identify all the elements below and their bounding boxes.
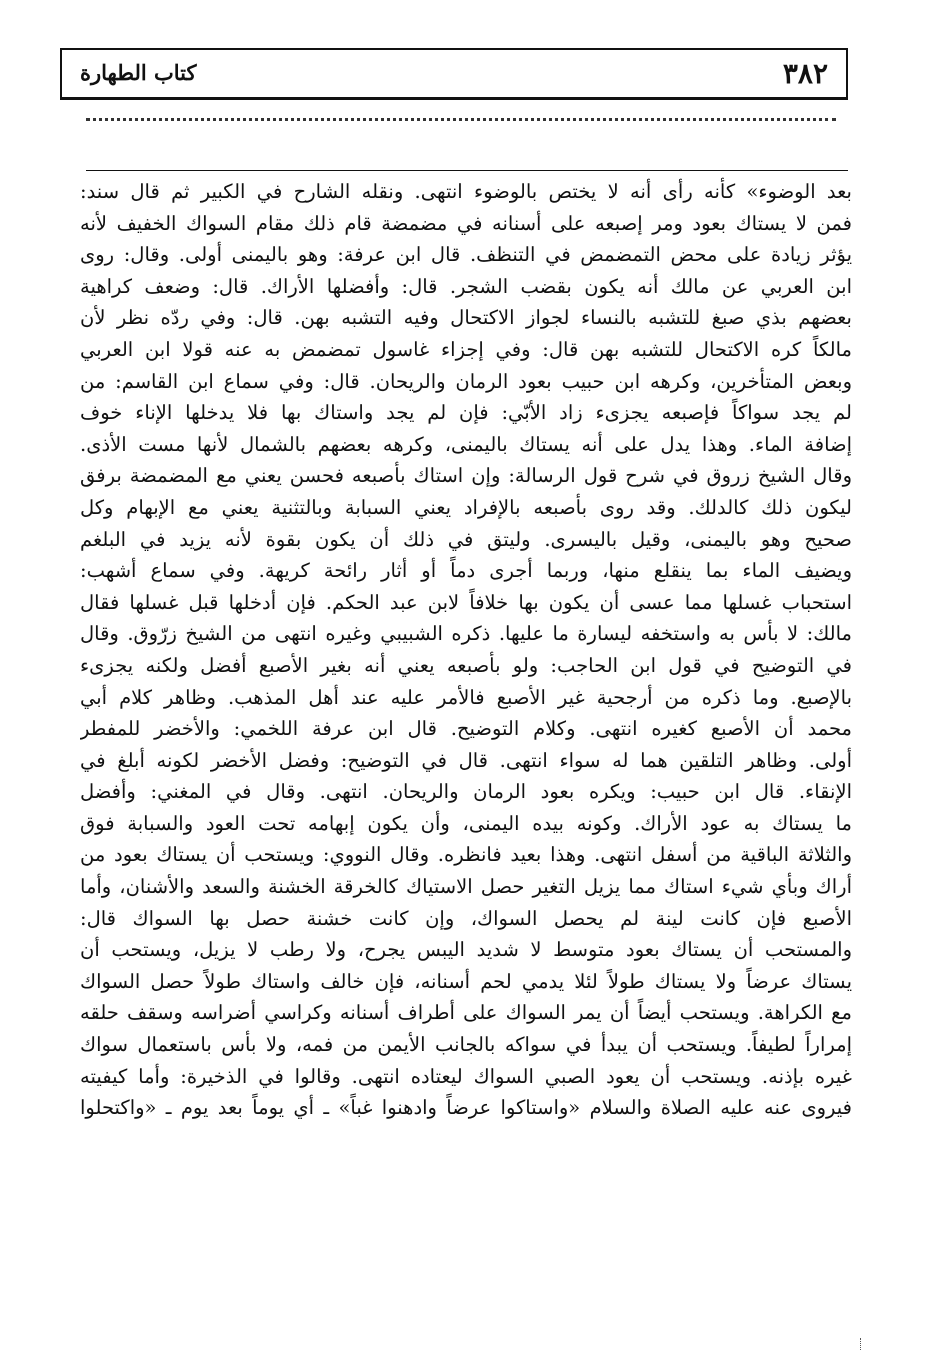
- horizontal-rule: [86, 170, 848, 171]
- text-line: ابن العربي عن مالك أنه يكون بقضب الشجر. قال: وأفضلها الأراك. قال: وضعف كراهية: [80, 274, 852, 298]
- text-line: فيروى عنه عليه الصلاة والسلام «واستاكوا عرضاً وادهنوا غباً» ـ أي يوماً بعد يوم ـ «واكتحلوا: [80, 1096, 852, 1120]
- text-line: ويضيف الماء بما ينقلع منها، وربما أجرى دماً أو أثار رائحة كريهة. وفي سماع أشهب:: [80, 559, 852, 583]
- text-line: فمن لا يستاك بعود ومر إصبعه على أسنانه في مضمضة قام ذلك مقام السواك الخفيف لأنه: [80, 211, 852, 235]
- text-line: أولى. وظاهر التلقين هما له سواء انتهى. قال في التوضيح: وفضل الأخضر لكونه أبلغ في: [80, 748, 852, 772]
- text-line: أراك وبأي شيء استاك مما يزيل التغير حصل الاستياك كالخرقة الخشنة والسعد والأشنان، وأما: [80, 875, 852, 899]
- text-line: الإنقاء. قال ابن حبيب: ويكره بعود الرمان والريحان. انتهى. وقال في المغني: وأفضل: [80, 780, 852, 804]
- text-line: يؤثر زيادة على محض التمضمض في التنظف. قال ابن عرفة: وهو باليمنى أولى. وقال: روى: [80, 243, 852, 267]
- text-line: ما يستاك به عود الأراك. وكونه بيده اليمنى، وأن يكون إبهامه تحت العود والسبابة فوق: [80, 811, 852, 835]
- text-line: غيره بإذنه. ويستحب أن يعود الصبي السواك ليعتاده انتهى. وقالوا في الذخيرة: وأما كيفيته: [80, 1064, 852, 1088]
- text-line: إضافة الماء. وهذا يدل على أنه يستاك باليمنى، وكرهه بعضهم بالشمال لأنها مست الأذى.: [80, 432, 852, 456]
- text-line: والمستحب أن يستاك بعود متوسط لا شديد اليبس يجرح، ولا رطب لا يزيل، ويستحب أن: [80, 938, 852, 962]
- text-line: الأصبع فإن كانت لينة لم يحصل السواك، وإن كانت خشنة حصل بها السواك قال:: [80, 906, 852, 930]
- dotted-separator: [86, 118, 836, 121]
- text-line: ليكون ذلك كالدلك. وقد روى بأصبعه بالإفراد يعني السبابة وبالتثنية يعني مع الإبهام وكل: [80, 495, 852, 519]
- margin-mark: [860, 1338, 863, 1350]
- text-line: يستاك عرضاً ولا يستاك طولاً لئلا يدمي لحم أسنانه، فإن خالف واستاك طولاً حصل السواك: [80, 969, 852, 993]
- text-line: وقال الشيخ زروق في شرح قول الرسالة: وإن استاك بأصبعه فحسن يعني مع المضمضة برفق: [80, 464, 852, 488]
- text-line: بعد الوضوء» كأنه رأى أنه لا يختص بالوضوء انتهى. ونقله الشارح في الكبير ثم قال سند:: [80, 180, 852, 203]
- text-line: مالك: لا بأس به واستخفه ليسارة ما عليها. ذكره الشبيبي وغيره انتهى من الشيخ زرّوق. وقال: [80, 622, 852, 646]
- text-line: صحيح وهو باليمنى، وقيل باليسرى. وليتق في ذلك أن يكون بقوة لأنه يزيد في البلغم: [80, 527, 852, 551]
- text-line: بالإصبع. وما ذكره من أرجحية غير الأصبع فالأمر عليه عند أهل المذهب. وظاهر كلام أبي: [80, 685, 852, 709]
- text-line: والثلاثة الباقية من أسفل انتهى. وهذا بعيد فانظره. وقال النووي: ويستحب أن يستاك بعود من: [80, 843, 852, 867]
- text-line: مالكاً كره الاكتحال للتشبه بهن قال: وفي إجزاء غاسول تمضمض به عنه قولا ابن العربي: [80, 337, 852, 361]
- body-text: [80, 176, 852, 1124]
- text-line: بعضهم بذي صبغ للتشبه بالنساء لجواز الاكتحال وفيه التشبه بهن. قال: وفي ردّه نظر لأن: [80, 306, 852, 330]
- page-number: ٣٨٢: [782, 57, 828, 90]
- page-header: [60, 48, 848, 100]
- text-line: محمد أن الأصبع كغيره انتهى. وكلام التوضيح. قال ابن عرفة اللخمي: والأخضر للمفطر: [80, 717, 852, 741]
- text-line: وبعض المتأخرين، وكرهه ابن حبيب بعود الرمان والريحان. قال: وفي سماع ابن القاسم: من: [80, 369, 852, 393]
- text-line: استحباب غسلها مما عسى أن يكون بها خلافاً لابن عبد الحكم. فإن أدخلها قبل غسلها فقال: [80, 590, 852, 614]
- text-line: إمراراً لطيفاً. ويستحب أن يبدأ في سواكه بالجانب الأيمن من فمه، ولا بأس باستعمال سواك: [80, 1033, 852, 1057]
- text-line: في التوضيح في قول ابن الحاجب: ولو بأصبعه يعني أنه بغير الأصبع أفضل ولكنه يجزىء: [80, 653, 852, 677]
- book-title: كتاب الطهارة: [80, 60, 197, 85]
- text-line: مع الكراهة. ويستحب أيضاً أن يمر السواك على أطراف أسنانه وكراسي أضراسه وسقف حلقه: [80, 1001, 852, 1025]
- text-line: لم يجد سواكاً فإصبعه يجزىء زاد الأبّي: فإن لم يجد واستاك بها فلا يدخلها الإناء خوف: [80, 401, 852, 425]
